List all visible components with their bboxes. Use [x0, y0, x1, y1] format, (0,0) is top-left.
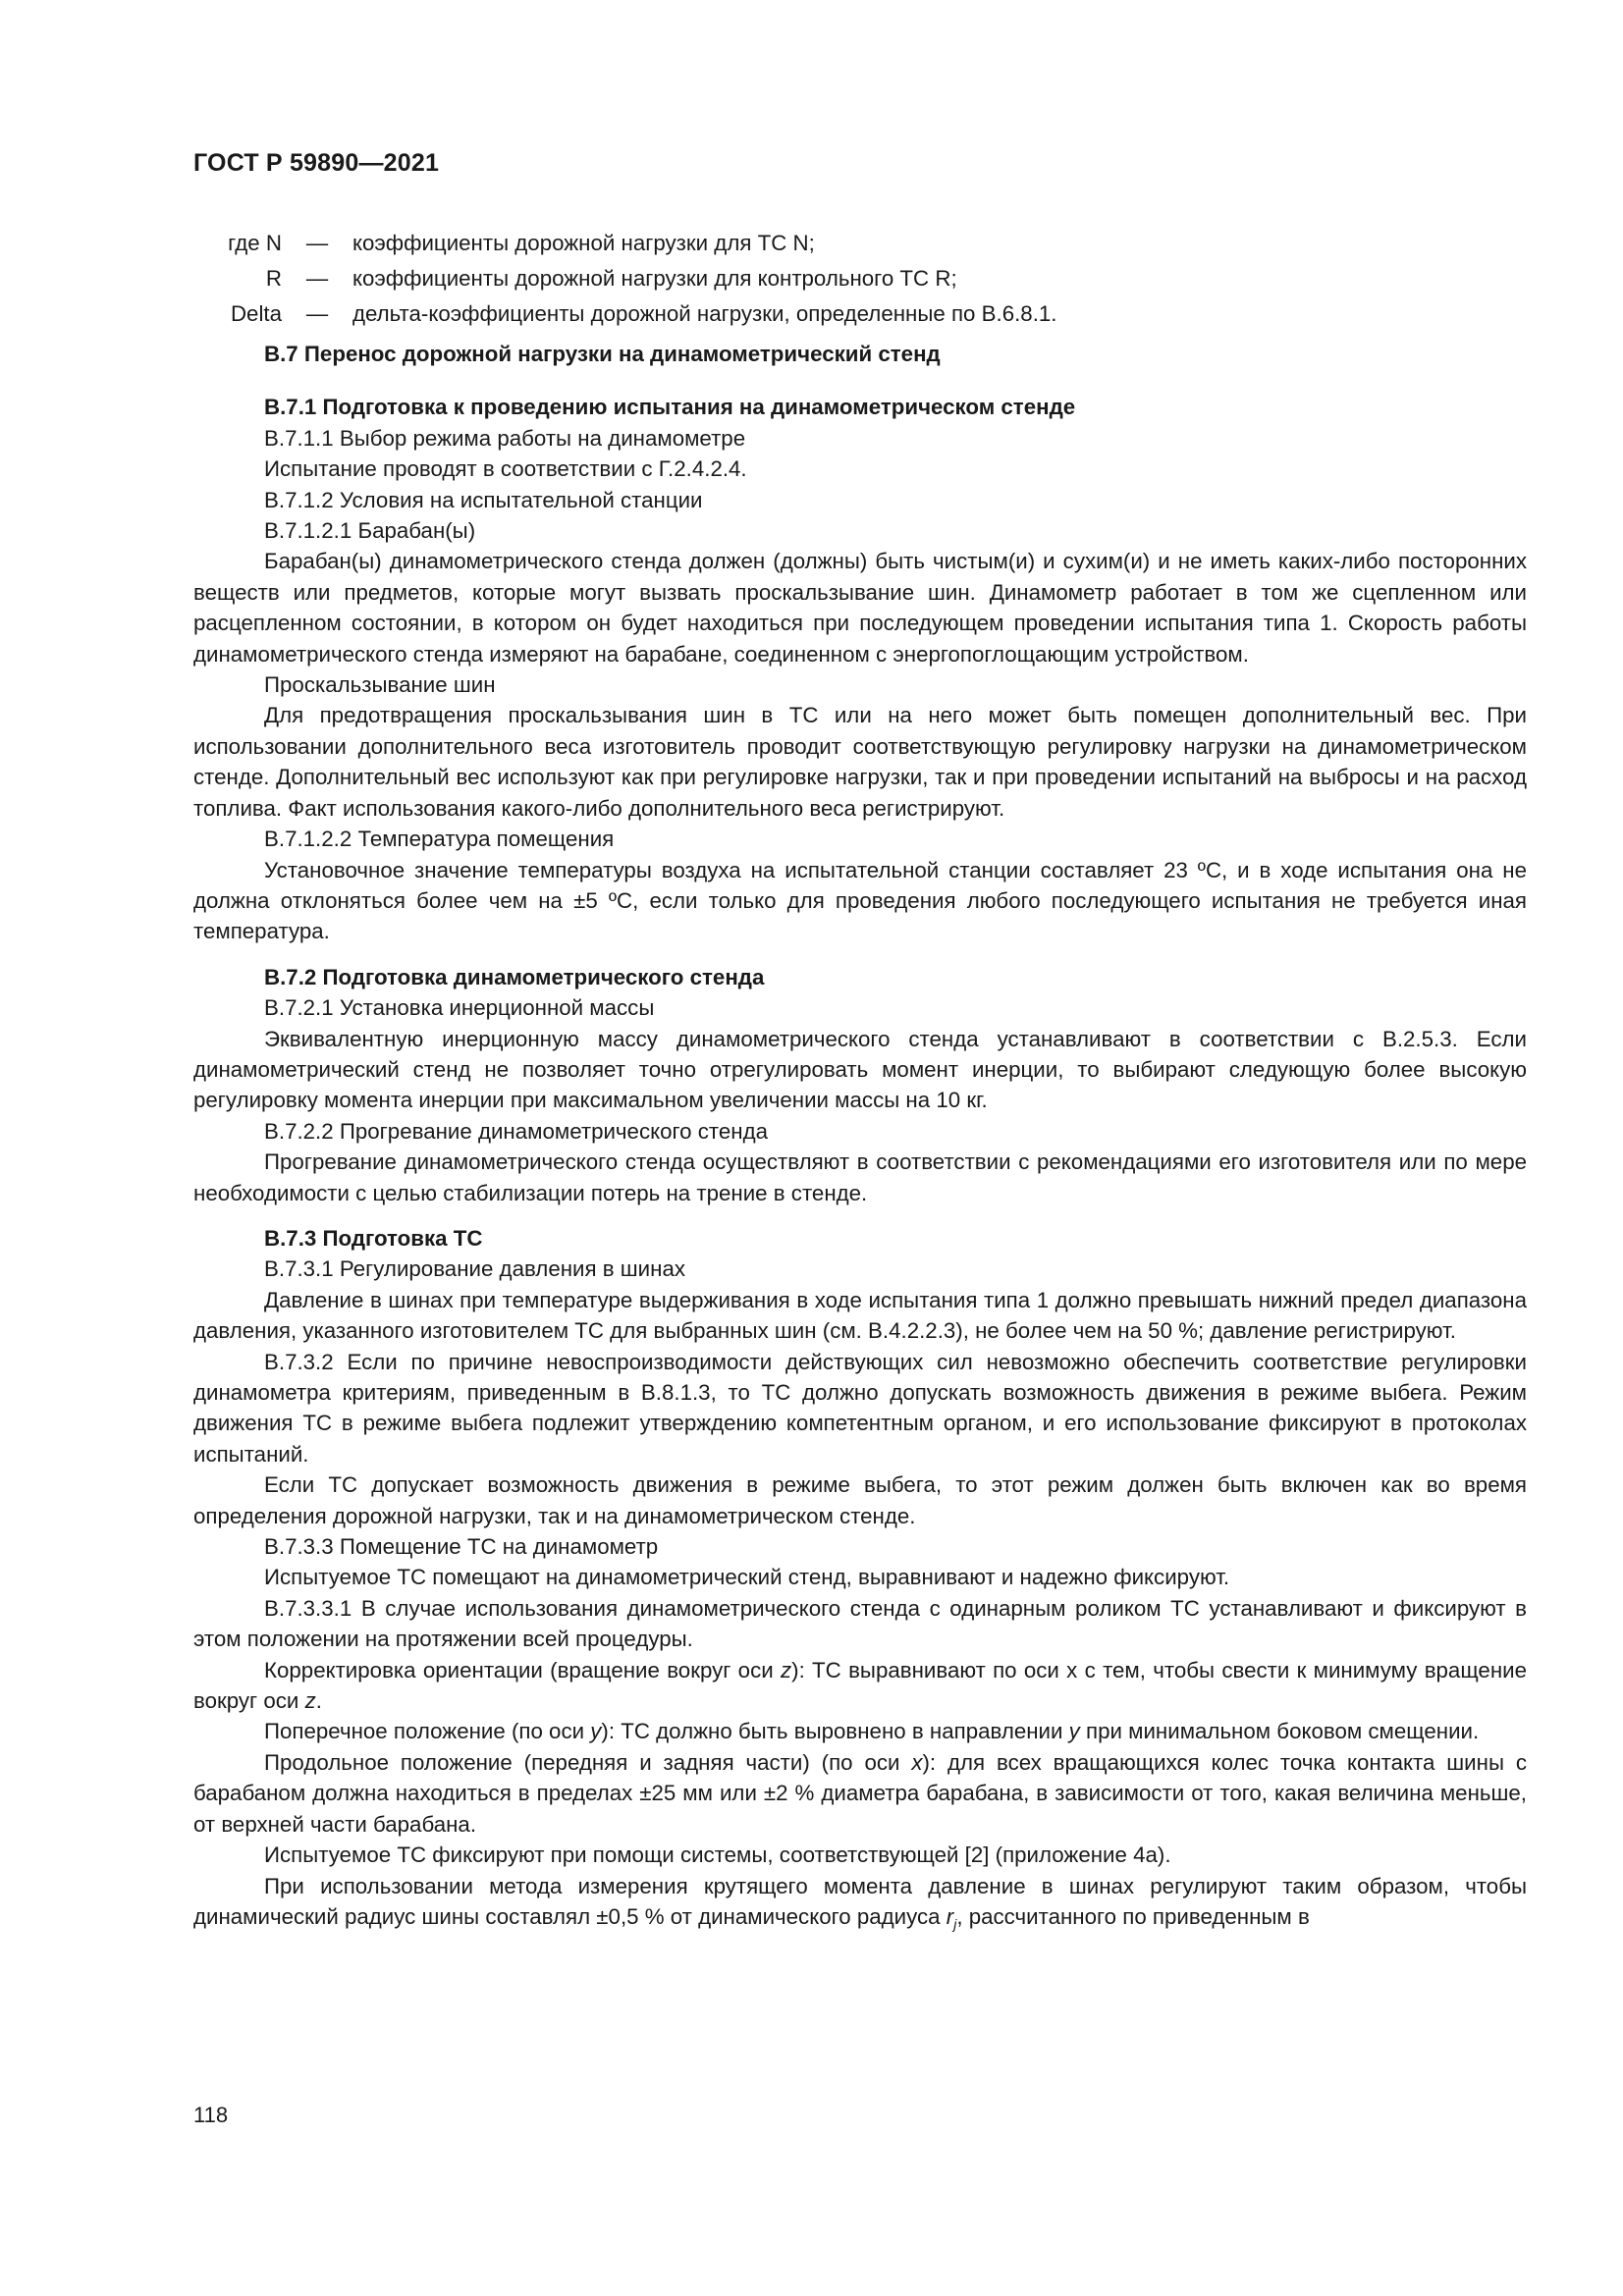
- paragraph: В.7.2.2 Прогревание динамометрического стенда: [264, 1118, 768, 1144]
- paragraph: В.7.3.3.1 В случае использования динамометрического стенда с одинарным роликом ТС устанавливают и фиксируют в этом положении на протяжении всей процедуры.: [193, 1595, 1527, 1652]
- definition-symbol: где N: [228, 231, 282, 255]
- definition-dash: —: [305, 301, 329, 326]
- paragraph: Если ТС допускает возможность движения в режиме выбега, то этот режим должен быть включен как во время определения дорожной нагрузки, так и на динамометрическом стенде.: [193, 1472, 1527, 1528]
- paragraph: Проскальзывание шин: [264, 672, 496, 698]
- paragraph: Продольное положение (передняя и задняя части) (по оси x): для всех вращающихся колес точка контакта шины с барабаном должна находиться в пределах ±25 мм или ±2 % диаметра барабана, в зависимости от того, какая величина меньше, от верхней части барабана.: [193, 1749, 1527, 1837]
- paragraph: Корректировка ориентации (вращение вокруг оси z): ТС выравнивают по оси x с тем, чтобы свести к минимуму вращение вокруг оси z.: [193, 1657, 1527, 1714]
- definition-dash: —: [305, 266, 329, 291]
- paragraph: Эквивалентную инерционную массу динамометрического стенда устанавливают в соответствии с В.2.5.3. Если динамометрический стенд не позволяет точно отрегулировать момент инерции, то выбирают следующую более высокую регулировку момента инерции при максимальном увеличении массы на 10 кг.: [193, 1026, 1527, 1113]
- definitions-list: [193, 228, 1527, 334]
- definition-symbol: Delta: [230, 301, 282, 326]
- paragraph: В.7.1.2.1 Барабан(ы): [264, 518, 476, 544]
- subsection-heading: В.7.3 Подготовка ТС: [264, 1225, 483, 1251]
- paragraph: В.7.1.1 Выбор режима работы на динамометре: [264, 425, 746, 451]
- paragraph: В.7.1.2.2 Температура помещения: [264, 827, 615, 852]
- paragraph: Барабан(ы) динамометрического стенда должен (должны) быть чистым(и) и сухим(и) и не иметь каких-либо посторонних веществ или предметов, которые могут вызвать проскальзывание шин. Динамометр работает в том же сцепленном или расцепленном состоянии, в котором он будет находиться при последующем проведении испытания типа 1. Скорость работы динамометрического стенда измеряют на барабане, соединенном с энергопоглощающим устройством.: [193, 549, 1527, 667]
- subsection-heading: В.7.2 Подготовка динамометрического стенда: [264, 964, 765, 989]
- definition-symbol: R: [265, 266, 282, 291]
- paragraph: При использовании метода измерения крутящего момента давление в шинах регулируют таким образом, чтобы динамический радиус шины составлял ±0,5 % от динамического радиуса $r_j$, рассчитанного по приведенным в: [193, 1873, 1527, 1932]
- paragraph: В.7.3.3 Помещение ТС на динамометр: [264, 1534, 659, 1560]
- page-number: 118: [193, 2103, 229, 2127]
- document-header: ГОСТ Р 59890—2021: [193, 149, 440, 177]
- definition-text: коэффициенты дорожной нагрузки для контрольного ТС R;: [352, 266, 957, 291]
- paragraph: Испытуемое ТС помещают на динамометрический стенд, выравнивают и надежно фиксируют.: [264, 1565, 1230, 1590]
- paragraph: Установочное значение температуры воздуха на испытательной станции составляет 23 ºС, и в ходе испытания она не должна отклоняться более чем на ±5 ºС, если только для проведения любого последующего испытания не требуется иная температура.: [193, 857, 1527, 944]
- paragraph: Испытуемое ТС фиксируют при помощи системы, соответствующей [2] (приложение 4а).: [264, 1842, 1171, 1868]
- paragraph: Испытание проводят в соответствии с Г.2.4.2.4.: [264, 456, 747, 482]
- definition-text: коэффициенты дорожной нагрузки для ТС N;: [352, 231, 815, 255]
- paragraph: В.7.2.1 Установка инерционной массы: [264, 995, 655, 1021]
- definition-row: [193, 298, 1527, 334]
- paragraph: Для предотвращения проскальзывания шин в ТС или на него может быть помещен дополнительный вес. При использовании дополнительного веса изготовитель проводит соответствующую регулировку нагрузки на динамометрическом стенде. Дополнительный вес используют как при регулировке нагрузки, так и при проведении испытаний на выбросы и на расход топлива. Факт использования какого-либо дополнительного веса регистрируют.: [193, 703, 1527, 821]
- definition-row: [193, 228, 1527, 263]
- paragraph: Прогревание динамометрического стенда осуществляют в соответствии с рекомендациями его изготовителя или по мере необходимости с целью стабилизации потерь на трение в стенде.: [193, 1149, 1527, 1205]
- subsection-heading: В.7.1 Подготовка к проведению испытания на динамометрическом стенде: [264, 395, 1076, 420]
- document-body: [193, 228, 1527, 1932]
- section-heading: В.7 Перенос дорожной нагрузки на динамометрический стенд: [264, 342, 941, 366]
- paragraph: Давление в шинах при температуре выдерживания в ходе испытания типа 1 должно превышать нижний предел диапазона давления, указанного изготовителем ТС для выбранных шин (см. В.4.2.2.3), не более чем на 50 %; давление регистрируют.: [193, 1287, 1527, 1344]
- paragraph: В.7.3.1 Регулирование давления в шинах: [264, 1256, 685, 1282]
- definition-dash: —: [305, 231, 329, 255]
- paragraph: В.7.3.2 Если по причине невоспроизводимости действующих сил невозможно обеспечить соответствие регулировки динамометра критериям, приведенным в В.8.1.3, то ТС должно допускать возможность движения в режиме выбега. Режим движения ТС в режиме выбега подлежит утверждению компетентным органом, и его использование фиксируют в протоколах испытаний.: [193, 1349, 1527, 1467]
- paragraph: Поперечное положение (по оси y): ТС должно быть выровнено в направлении y при минимальном боковом смещении.: [264, 1719, 1480, 1744]
- paragraph: В.7.1.2 Условия на испытательной станции: [264, 487, 703, 512]
- definition-row: [193, 263, 1527, 298]
- definition-text: дельта-коэффициенты дорожной нагрузки, определенные по В.6.8.1.: [352, 301, 1057, 326]
